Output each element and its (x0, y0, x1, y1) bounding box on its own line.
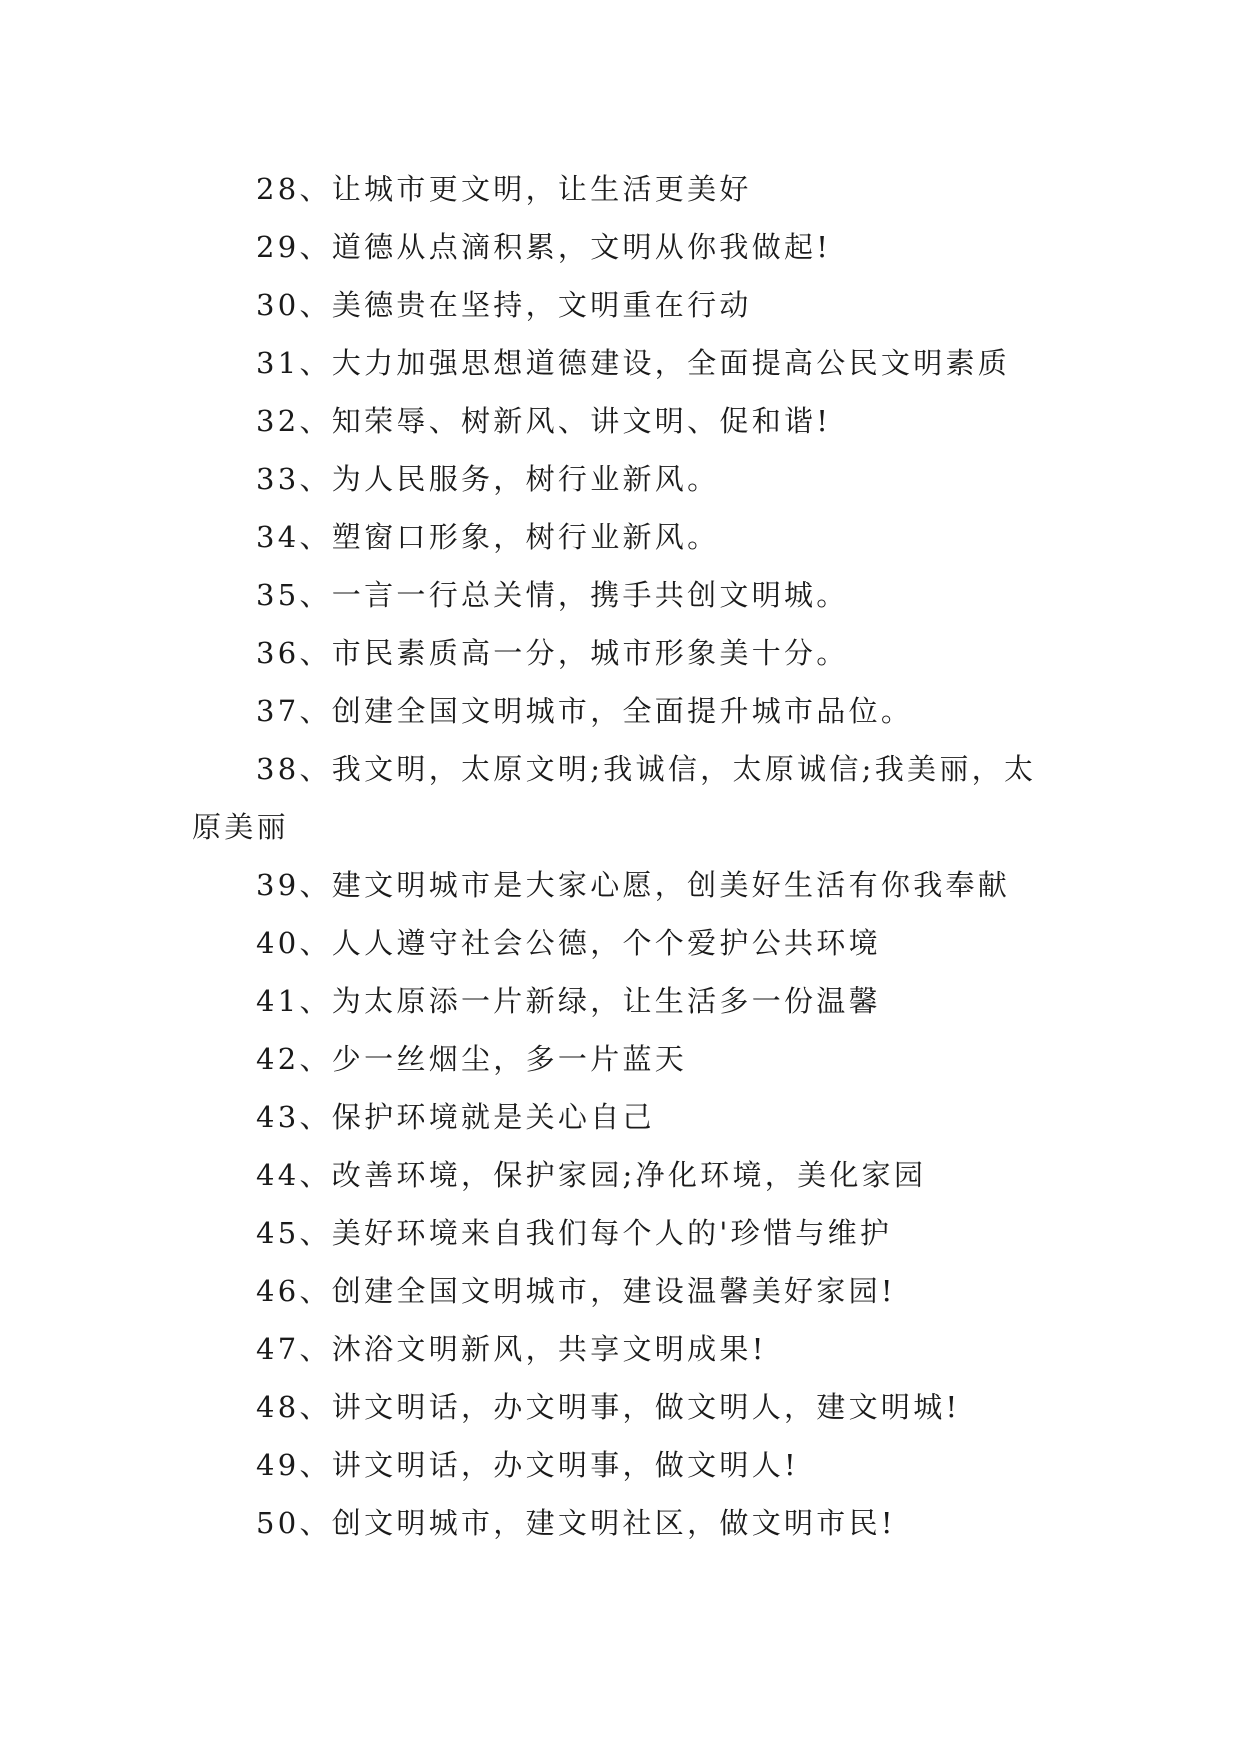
slogan-item: 31、大力加强思想道德建设，全面提高公民文明素质 (256, 346, 1011, 380)
slogan-item: 47、沐浴文明新风，共享文明成果! (256, 1332, 767, 1366)
slogan-item: 40、人人遵守社会公德，个个爱护公共环境 (256, 926, 881, 960)
slogan-item: 50、创文明城市，建文明社区，做文明市民! (256, 1506, 896, 1540)
slogan-item: 42、少一丝烟尘，多一片蓝天 (256, 1042, 688, 1076)
slogan-item: 41、为太原添一片新绿，让生活多一份温馨 (256, 984, 881, 1018)
slogan-item: 36、市民素质高一分，城市形象美十分。 (256, 636, 849, 670)
slogan-item: 29、道德从点滴积累，文明从你我做起! (256, 230, 832, 264)
slogan-item: 48、讲文明话，办文明事，做文明人，建文明城! (256, 1390, 961, 1424)
slogan-item: 33、为人民服务，树行业新风。 (256, 462, 720, 496)
slogan-item: 37、创建全国文明城市，全面提升城市品位。 (256, 694, 914, 728)
slogan-item: 32、知荣辱、树新风、讲文明、促和谐! (256, 404, 832, 438)
slogan-item: 45、美好环境来自我们每个人的'珍惜与维护 (256, 1216, 893, 1250)
slogan-item: 39、建文明城市是大家心愿，创美好生活有你我奉献 (256, 868, 1011, 902)
slogan-item: 28、让城市更文明，让生活更美好 (256, 172, 752, 206)
slogan-item: 49、讲文明话，办文明事，做文明人! (256, 1448, 799, 1482)
slogan-item: 43、保护环境就是关心自己 (256, 1100, 655, 1134)
slogan-item: 38、我文明，太原文明;我诚信，太原诚信;我美丽，太原美丽 (192, 752, 1037, 844)
slogan-item: 35、一言一行总关情，携手共创文明城。 (256, 578, 849, 612)
slogan-item: 44、改善环境，保护家园;净化环境，美化家园 (256, 1158, 927, 1192)
slogan-item: 46、创建全国文明城市，建设温馨美好家园! (256, 1274, 896, 1308)
slogan-item: 30、美德贵在坚持，文明重在行动 (256, 288, 752, 322)
slogan-item: 34、塑窗口形象，树行业新风。 (256, 520, 720, 554)
slogan-list (192, 160, 1048, 1552)
